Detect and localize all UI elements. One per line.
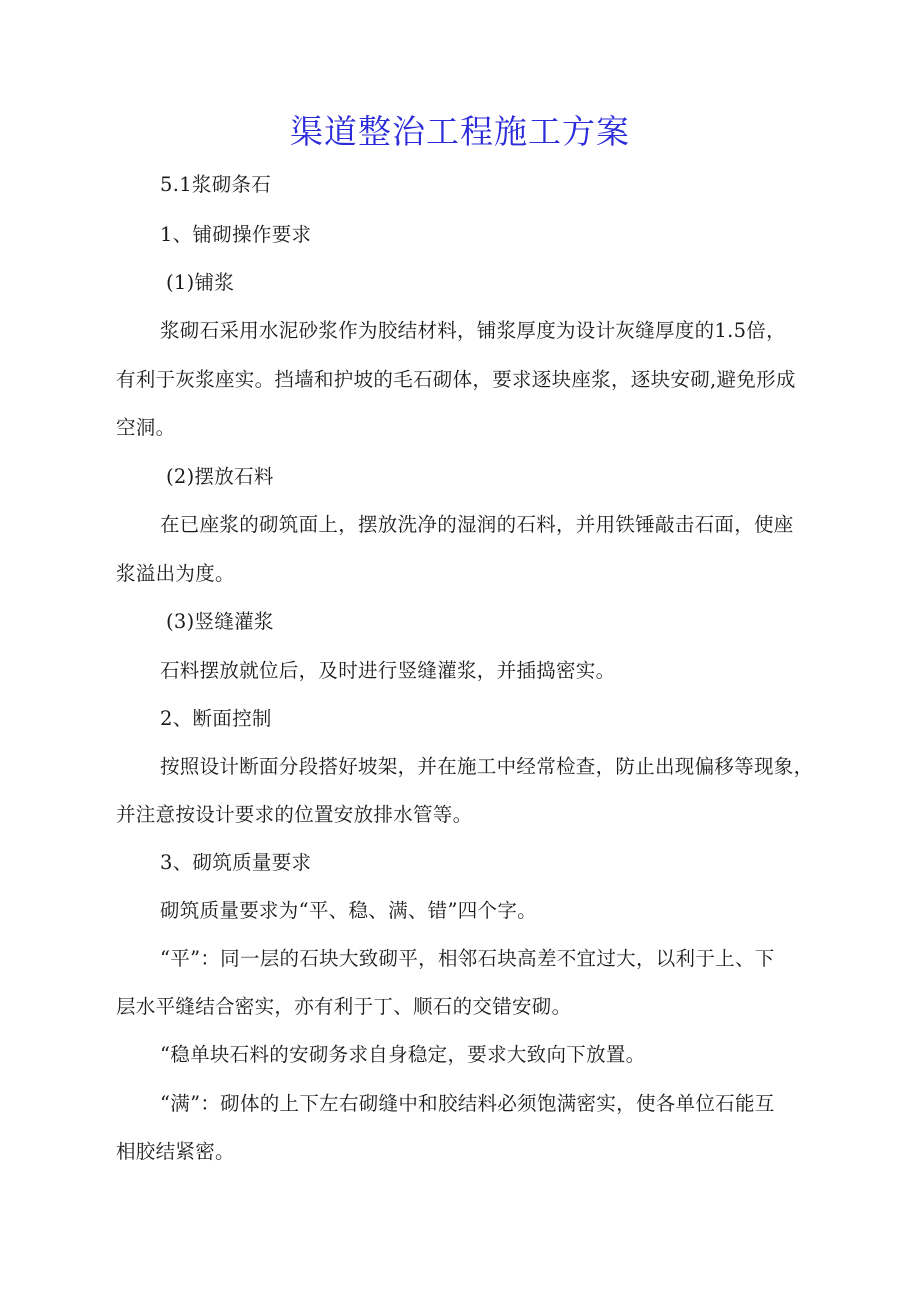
ping-para-line2: 层水平缝结合密实，亦有利于丁、顺石的交错安砌。 xyxy=(116,995,572,1018)
ping-para-line1: “平”：同一层的石块大致砌平，相邻石块高差不宜过大，以利于上、下 xyxy=(160,947,775,970)
item2-para-line2: 并注意按设计要求的位置安放排水管等。 xyxy=(116,803,473,826)
sub3-heading: (3)竖缝灌浆 xyxy=(166,610,274,633)
section-heading: 5.1浆砌条石 xyxy=(160,173,272,196)
item3-para-line1: 砌筑质量要求为“平、稳、满、错”四个字。 xyxy=(160,899,537,922)
man-para-line2: 相胶结紧密。 xyxy=(116,1140,235,1163)
item2-para-line1: 按照设计断面分段搭好坡架，并在施工中经常检查，防止出现偏移等现象， xyxy=(160,755,814,778)
wen-para-line1: “稳单块石料的安砌务求自身稳定，要求大致向下放置。 xyxy=(160,1043,646,1066)
sub1-para-line3: 空洞。 xyxy=(116,416,176,439)
document-title: 渠道整治工程施工方案 xyxy=(290,112,630,151)
item3-heading: 3、砌筑质量要求 xyxy=(160,851,312,874)
sub3-para-line1: 石料摆放就位后，及时进行竖缝灌浆，并插捣密实。 xyxy=(160,659,616,682)
sub1-para-line2: 有利于灰浆座实。挡墙和护坡的毛石砌体，要求逐块座浆，逐块安砌,避免形成 xyxy=(116,368,796,391)
sub2-para-line1: 在已座浆的砌筑面上，摆放洗净的湿润的石料，并用铁锤敲击石面，使座 xyxy=(160,513,794,536)
item2-heading: 2、断面控制 xyxy=(160,707,272,730)
sub1-para-line1: 浆砌石采用水泥砂浆作为胶结材料，铺浆厚度为设计灰缝厚度的1.5倍， xyxy=(160,319,786,342)
sub1-heading: (1)铺浆 xyxy=(166,271,235,294)
item1-heading: 1、铺砌操作要求 xyxy=(160,223,312,246)
man-para-line1: “满”：砌体的上下左右砌缝中和胶结料必须饱满密实，使各单位石能互 xyxy=(160,1092,775,1115)
sub2-heading: (2)摆放石料 xyxy=(166,465,274,488)
sub2-para-line2: 浆溢出为度。 xyxy=(116,562,235,585)
